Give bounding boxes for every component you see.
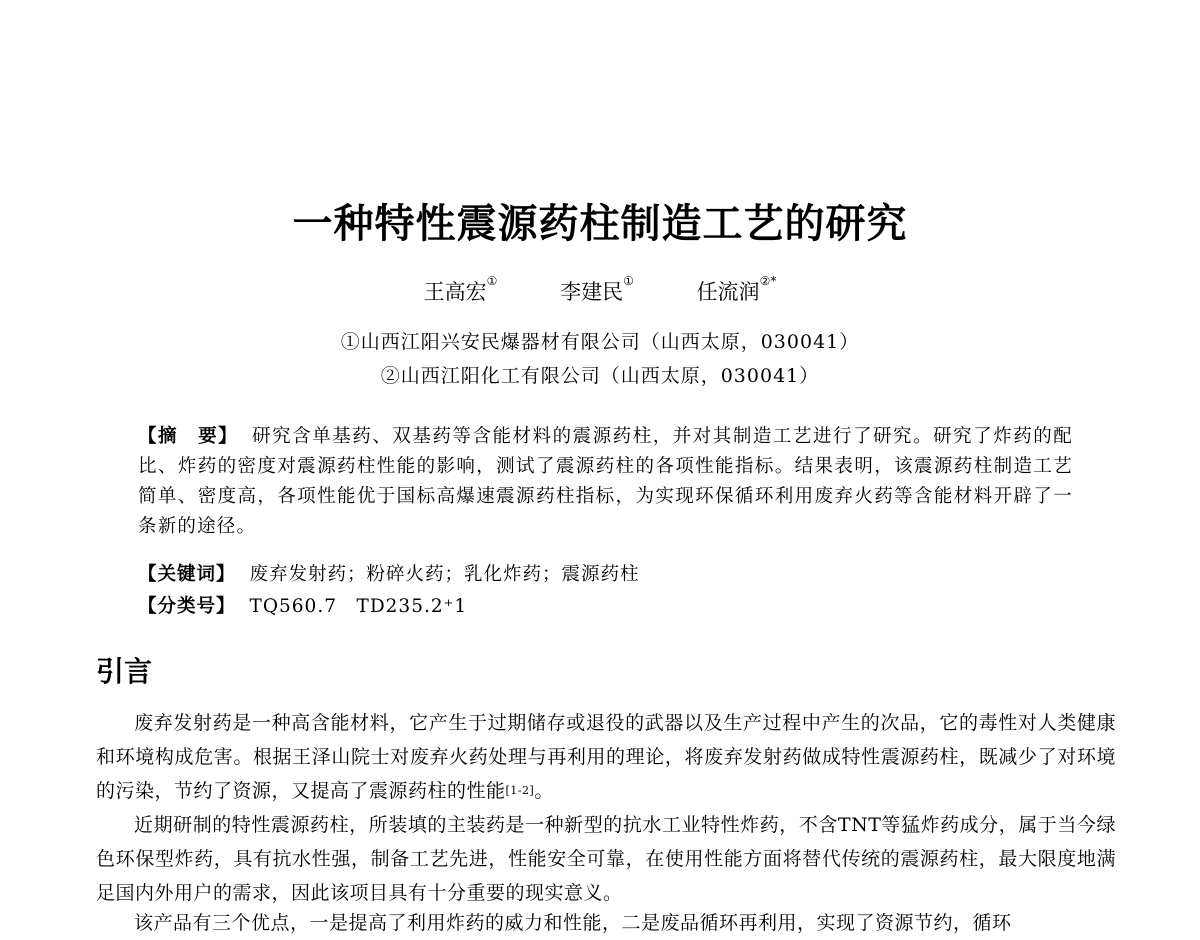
author <box>424 276 498 306</box>
keywords-text: 废弃发射药；粉碎火药；乳化炸药；震源药柱 <box>249 564 640 585</box>
paragraph-text: 近期研制的特性震源药柱，所装填的主装药是一种新型的抗水工业特性炸药，不含TNT等猛炸药成分，属于当今绿色环保型炸药，具有抗水性强，制备工艺先进，性能安全可靠，在使用性能方面将替代传统的震源药柱，最大限度地满足国内外用户的需求，因此该项目具有十分重要的现实意义。 <box>96 814 1116 904</box>
author-mark: ① <box>623 274 634 288</box>
author-name: 李建民 <box>560 280 624 304</box>
keywords <box>138 560 640 586</box>
body-paragraph <box>96 706 1116 808</box>
paragraph-end: 。 <box>534 780 554 802</box>
author-name: 任流润 <box>696 280 760 304</box>
abstract-text: 研究含单基药、双基药等含能材料的震源药柱，并对其制造工艺进行了研究。研究了炸药的配比、炸药的密度对震源药柱性能的影响，测试了震源药柱的各项性能指标。结果表明，该震源药柱制造工艺简单、密度高，各项性能优于国标高爆速震源药柱指标，为实现环保循环利用废弃火药等含能材料开辟了一条新的途径。 <box>138 426 1073 537</box>
author-list <box>0 276 1200 306</box>
abstract <box>138 422 1073 542</box>
author-mark: ②* <box>759 274 777 288</box>
section-heading: 引言 <box>96 655 153 688</box>
paragraph-text: 废弃发射药是一种高含能材料，它产生于过期储存或退役的武器以及生产过程中产生的次品，它的毒性对人类健康和环境构成危害。根据王泽山院士对废弃火药处理与再利用的理论，将废弃发射药做成特性震源药柱，既减少了对环境的污染，节约了资源，又提高了震源药柱的性能 <box>96 712 1116 802</box>
author-mark: ① <box>486 274 498 288</box>
classification-label: 【分类号】 <box>138 596 236 617</box>
body-paragraph <box>96 808 1116 910</box>
citation-ref: [1-2] <box>505 784 535 797</box>
classification-text: TQ560.7 TD235.2⁺1 <box>249 596 468 617</box>
abstract-label: 【摘 要】 <box>138 426 239 447</box>
keywords-label: 【关键词】 <box>138 564 236 585</box>
affiliation: ①山西江阳兴安民爆器材有限公司（山西太原，030041） <box>340 331 860 353</box>
author <box>697 276 777 306</box>
body-paragraph <box>96 906 1116 940</box>
classification <box>138 592 467 618</box>
paragraph-text: 该产品有三个优点，一是提高了利用炸药的威力和性能，二是废品循环再利用，实现了资源节约，循环 <box>134 912 1012 934</box>
author <box>560 276 634 306</box>
author-name: 王高宏 <box>423 280 487 304</box>
paper-title: 一种特性震源药柱制造工艺的研究 <box>292 200 908 247</box>
affiliation: ②山西江阳化工有限公司（山西太原，030041） <box>380 365 820 387</box>
